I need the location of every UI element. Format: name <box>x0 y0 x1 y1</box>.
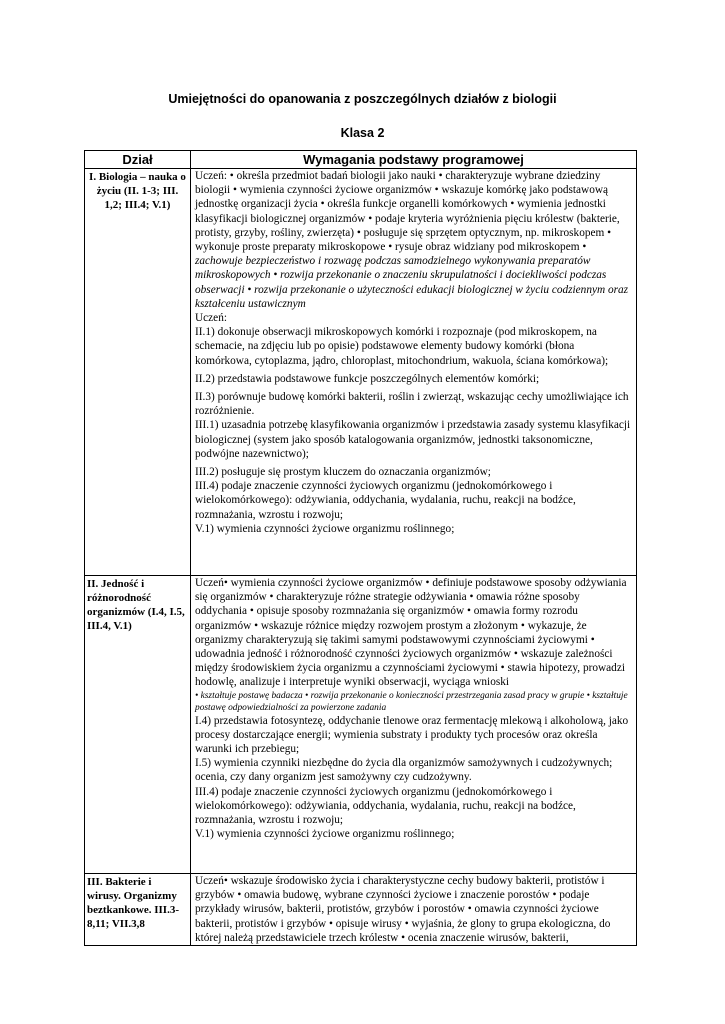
content-text: I.4) przedstawia fotosyntezę, oddychanie tlenowe oraz fermentację mlekową i alkoholową, jako procesy dostarczające energii; wymienia substraty i produkty tych procesów oraz określa warunki ich przebiegu; <box>195 714 629 756</box>
content-text: III.4) podaje znaczenie czynności życiowych organizmu (jednokomórkowego i wielokomórkowego): odżywiania, oddychania, wydalania, ruchu, reakcji na bodźce, rozmnażania, wzrostu i rozwoju; <box>195 785 576 827</box>
content-text: Uczeń• wymienia czynności życiowe organizmów • definiuje podstawowe sposoby odżywiania się organizmów • charakteryzuje różne strategie odżywiania • omawia różne sposoby oddychania • opisuje sposoby rozmnażania się organizmów • omawia formy rozrodu organizmów • wskazuje różnice między rozwojem prostym a złożonym • wykazuje, że organizmy charakteryzują się takimi samymi podstawowymi czynnościami życiowymi • udowadnia jedność i różnorodność czynności życiowych organizmów • wskazuje zależności między środowiskiem życia organizmu a czynnościami życiowymi • stawia hipotezy, prowadzi hodowlę, analizuje i interpretuje wyniki obserwacji, wyciąga wnioski <box>195 577 627 689</box>
content-cell <box>191 169 637 576</box>
header-requirements: Wymagania podstawy programowej <box>191 151 637 169</box>
content-text: III.4) podaje znaczenie czynności życiowych organizmu (jednokomórkowego i wielokomórkowego): odżywiania, oddychania, wydalania, ruchu, reakcji na bodźce, rozmnażania, wzrostu i rozwoju; <box>195 480 576 521</box>
content-text: II.2) przedstawia podstawowe funkcje poszczególnych elementów komórki; <box>195 372 540 385</box>
content-text: V.1) wymienia czynności życiowe organizmu roślinnego; <box>195 828 455 841</box>
document-subtitle: Klasa 2 <box>340 126 385 140</box>
content-text: III.2) posługuje się prostym kluczem do oznaczania organizmów; <box>195 466 491 479</box>
table-row <box>85 169 637 576</box>
content-cell <box>191 874 637 946</box>
content-text: I.5) wymienia czynniki niezbędne do życia dla organizmów samożywnych i cudzożywnych; ocenia, czy dany organizm jest samożywny czy cudzożywny. <box>195 757 613 784</box>
section-cell: II. Jedność i różnorodność organizmów (I.4, I.5, III.4, V.1) <box>85 576 191 874</box>
table-row <box>85 576 637 874</box>
content-text: II.1) dokonuje obserwacji mikroskopowych komórki i rozpoznaje (pod mikroskopem, na schemacie, na zdjęciu lub po opisie) podstawowe elementy budowy komórki (błona komórkowa, cytoplazma, jądro, chloroplast, mitochondrium, wakuola, ściana komórkowa); <box>195 326 609 367</box>
content-text: Uczeń: <box>195 312 227 325</box>
content-text: II.3) porównuje budowę komórki bakterii, roślin i zwierząt, wskazując cechy umożliwiające ich rozróżnienie. <box>195 391 629 418</box>
document-title: Umiejętności do opanowania z poszczególnych działów z biologii <box>168 92 557 106</box>
table-header-row <box>85 151 637 169</box>
content-text: III.1) uzasadnia potrzebę klasyfikowania organizmów i przedstawia zasady systemu klasyfikacji biologicznej (system jako sposób katalogowania organizmów, jednostki taksonomiczne, podwójne nazewnictwo); <box>195 419 631 460</box>
content-cell <box>191 576 637 874</box>
table-row <box>85 874 637 946</box>
content-text: Uczeń• wskazuje środowisko życia i charakterystyczne cechy budowy bakterii, protistów i grzybów • omawia budowę, wybrane czynności życiowe i znaczenie porostów • podaje przykłady wirusów, bakterii, protistów, grzybów i porostów • omawia czynności życiowe bakterii, protistów i grzybów • opisuje wirusy • wyjaśnia, że glony to grupa ekologiczna, do której należą przedstawiciele trzech królestw • ocenia znaczenie wirusów, bakterii, <box>195 875 611 944</box>
section-cell: III. Bakterie i wirusy. Organizmy beztkankowe. III.3-8,11; VII.3,8 <box>85 874 191 946</box>
content-text: V.1) wymienia czynności życiowe organizmu roślinnego; <box>195 522 455 535</box>
content-text-italic: zachowuje bezpieczeństwo i rozwagę podczas samodzielnego wykonywania preparatów mikroskopowych • rozwija przekonanie o znaczeniu skrupulatności i dociekliwości podczas obserwacji • rozwija przekonanie o użyteczności edukacji biologicznej w życiu codziennym oraz kształceniu ustawicznym <box>195 255 629 310</box>
content-text: Uczeń: • określa przedmiot badań biologii jako nauki • charakteryzuje wybrane dziedziny biologii • wymienia czynności życiowe organizmów • wskazuje komórkę jako podstawową jednostkę organizacji życia • określa funkcje organelli komórkowych • wymienia jednostki klasyfikacji biologicznej organizmów • podaje kryteria wyróżnienia pięciu królestw (bakterie, protisty, grzyby, rośliny, zwierzęta) • posługuje się sprzętem optycznym, np. mikroskopem • wykonuje proste preparaty mikroskopowe • rysuje obraz widziany pod mikroskopem • <box>195 170 620 254</box>
section-cell: I. Biologia – nauka o życiu (II. 1-3; III. 1,2; III.4; V.1) <box>85 169 191 576</box>
content-text-small: • kształtuje postawę badacza • rozwija przekonanie o konieczności przestrzegania zasad pracy w grupie • kształtuje postawę odpowiedzialności za powierzone zadania <box>195 690 628 713</box>
header-section: Dział <box>85 151 191 169</box>
requirements-table <box>84 150 637 946</box>
